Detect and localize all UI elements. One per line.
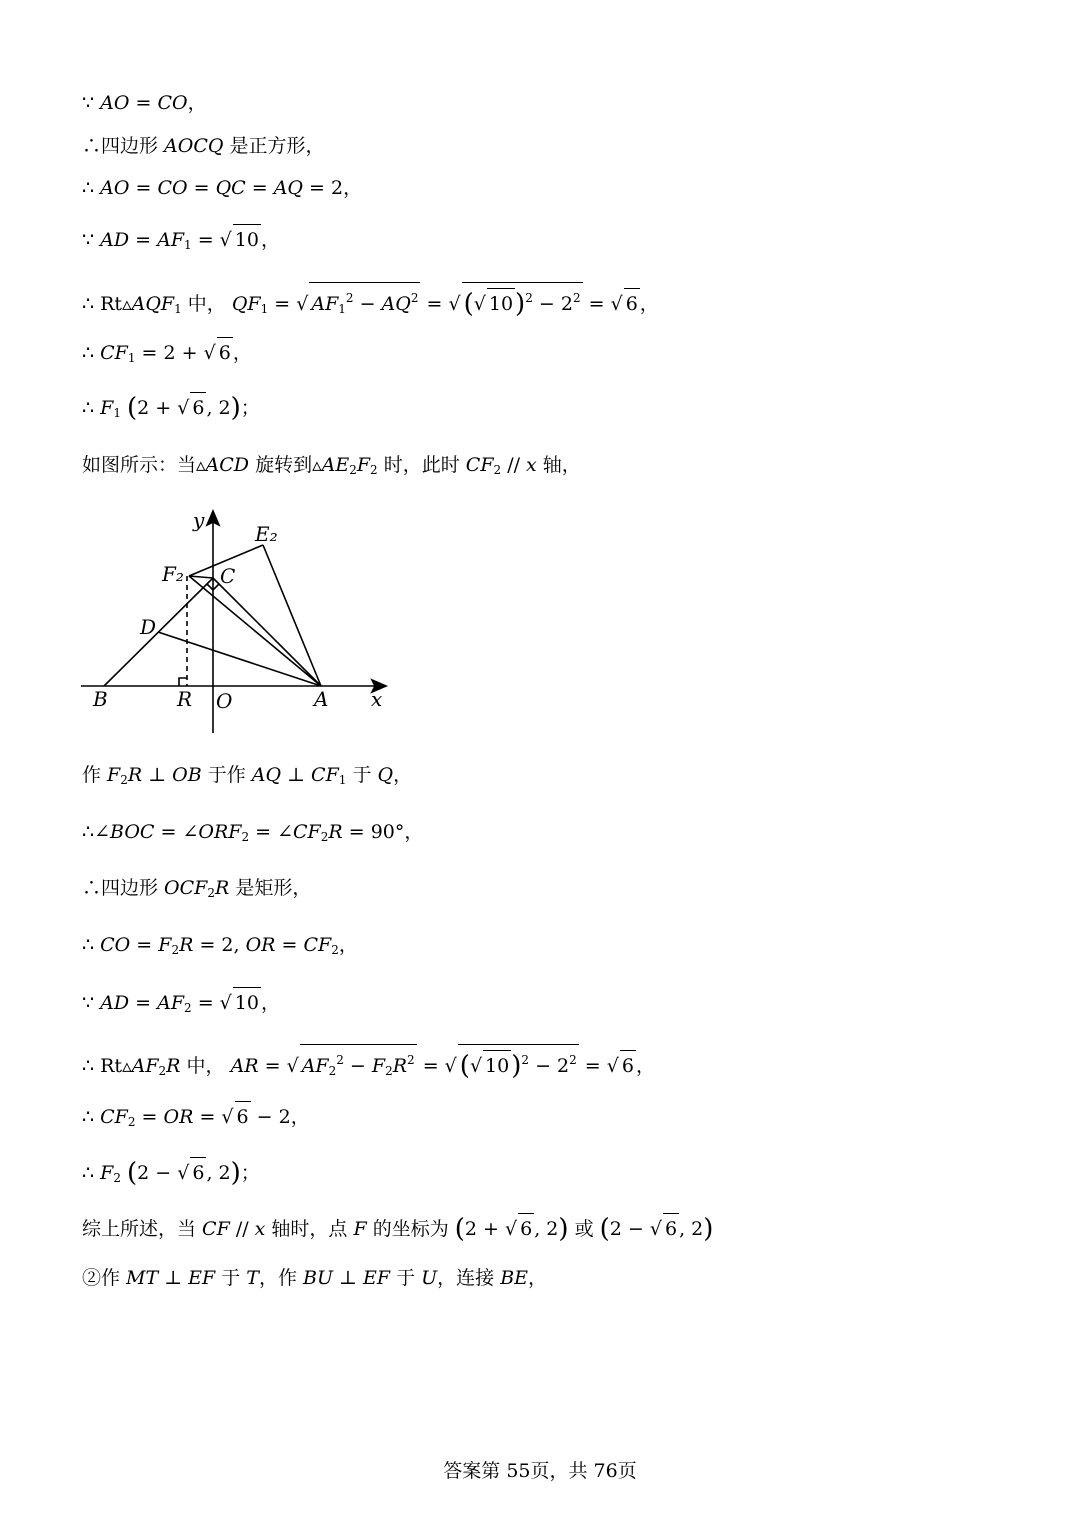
solution-line-l12: ∴ CO = $F_2R = 2$, OR = $CF_2$， bbox=[82, 934, 358, 957]
solution-line-l6: ∴ $CF_1 = 2$ + √ 6 ， bbox=[82, 337, 252, 373]
label-C: C bbox=[220, 564, 236, 588]
label-y: y bbox=[193, 508, 205, 532]
label-E2: E₂ bbox=[255, 522, 278, 546]
label-D: D bbox=[140, 615, 157, 639]
label-x: x bbox=[371, 687, 383, 711]
solution-line-l14: ∴ $Rt▵AF_2R$ 中， AR = √ $AF_2^2 - F_2R^2$ = √ (√ $10)^2 - 2^2$ = √ 6 ， bbox=[82, 1044, 655, 1086]
label-F2: F₂ bbox=[162, 562, 184, 586]
label-B: B bbox=[93, 687, 108, 711]
geometry-figure bbox=[76, 505, 396, 740]
label-A: A bbox=[314, 687, 329, 711]
solution-line-l15: ∴ $CF_2$ = OR = √ 6 − 2， bbox=[82, 1101, 310, 1137]
solution-line-l17: 综上所述，当 CF // x 轴时，点 F 的坐标为 (2 + √ 6 , 2) 或 (2 − √ 6 , 2) bbox=[82, 1214, 714, 1244]
segment-F2C bbox=[189, 576, 213, 578]
solution-line-l5: ∴ $Rt▵AQF_1$ 中， $QF_1$ = √ $AF_1^2 - AQ^2$ = √ (√ $10)^2 - 2^2$ = √ 6 ， bbox=[82, 282, 659, 324]
solution-line-l11: ∴四边形 $OCF_2R$ 是矩形， bbox=[82, 877, 312, 900]
solution-line-l1: ∵ AO = CO， bbox=[82, 92, 207, 114]
solution-line-l8: 如图所示：当▵ACD 旋转到$▵AE_2F_2$ 时，此时 $CF_2$ // x 轴， bbox=[82, 454, 581, 477]
solution-line-l3: ∴ AO = CO = QC = AQ = 2， bbox=[82, 177, 363, 199]
solution-line-l7: ∴ $F_1$ (2 + √ 6 , 2)； bbox=[82, 393, 260, 423]
solution-line-l4: ∵ AD = $AF_1$ = √ 10 ， bbox=[82, 224, 280, 260]
solution-line-l18: ②作 MT ⊥ EF 于 T，作 BU ⊥ EF 于 U，连接 BE， bbox=[82, 1267, 548, 1289]
segment-F2A bbox=[189, 576, 321, 686]
right-angle-R bbox=[179, 678, 187, 686]
segment-CA bbox=[213, 578, 321, 686]
solution-line-l13: ∵ AD = $AF_2$ = √ 10 ， bbox=[82, 987, 280, 1023]
solution-line-l10: ∴∠BOC = $\angle ORF_2$ = $\angle CF_2R = 90^\circ$， bbox=[82, 821, 424, 844]
solution-line-l2: ∴四边形 AOCQ 是正方形， bbox=[82, 135, 325, 157]
solution-line-l9: 作 $F_2R$ ⊥ OB 于作 AQ ⊥ $CF_1$ 于 Q， bbox=[82, 764, 413, 787]
page-footer: 答案第 55页，共 76页 bbox=[443, 1460, 637, 1482]
label-O: O bbox=[216, 689, 233, 713]
label-R: R bbox=[177, 687, 193, 711]
segment-E2A bbox=[263, 545, 321, 686]
solution-line-l16: ∴ $F_2$ (2 − √ 6 , 2)； bbox=[82, 1158, 260, 1188]
